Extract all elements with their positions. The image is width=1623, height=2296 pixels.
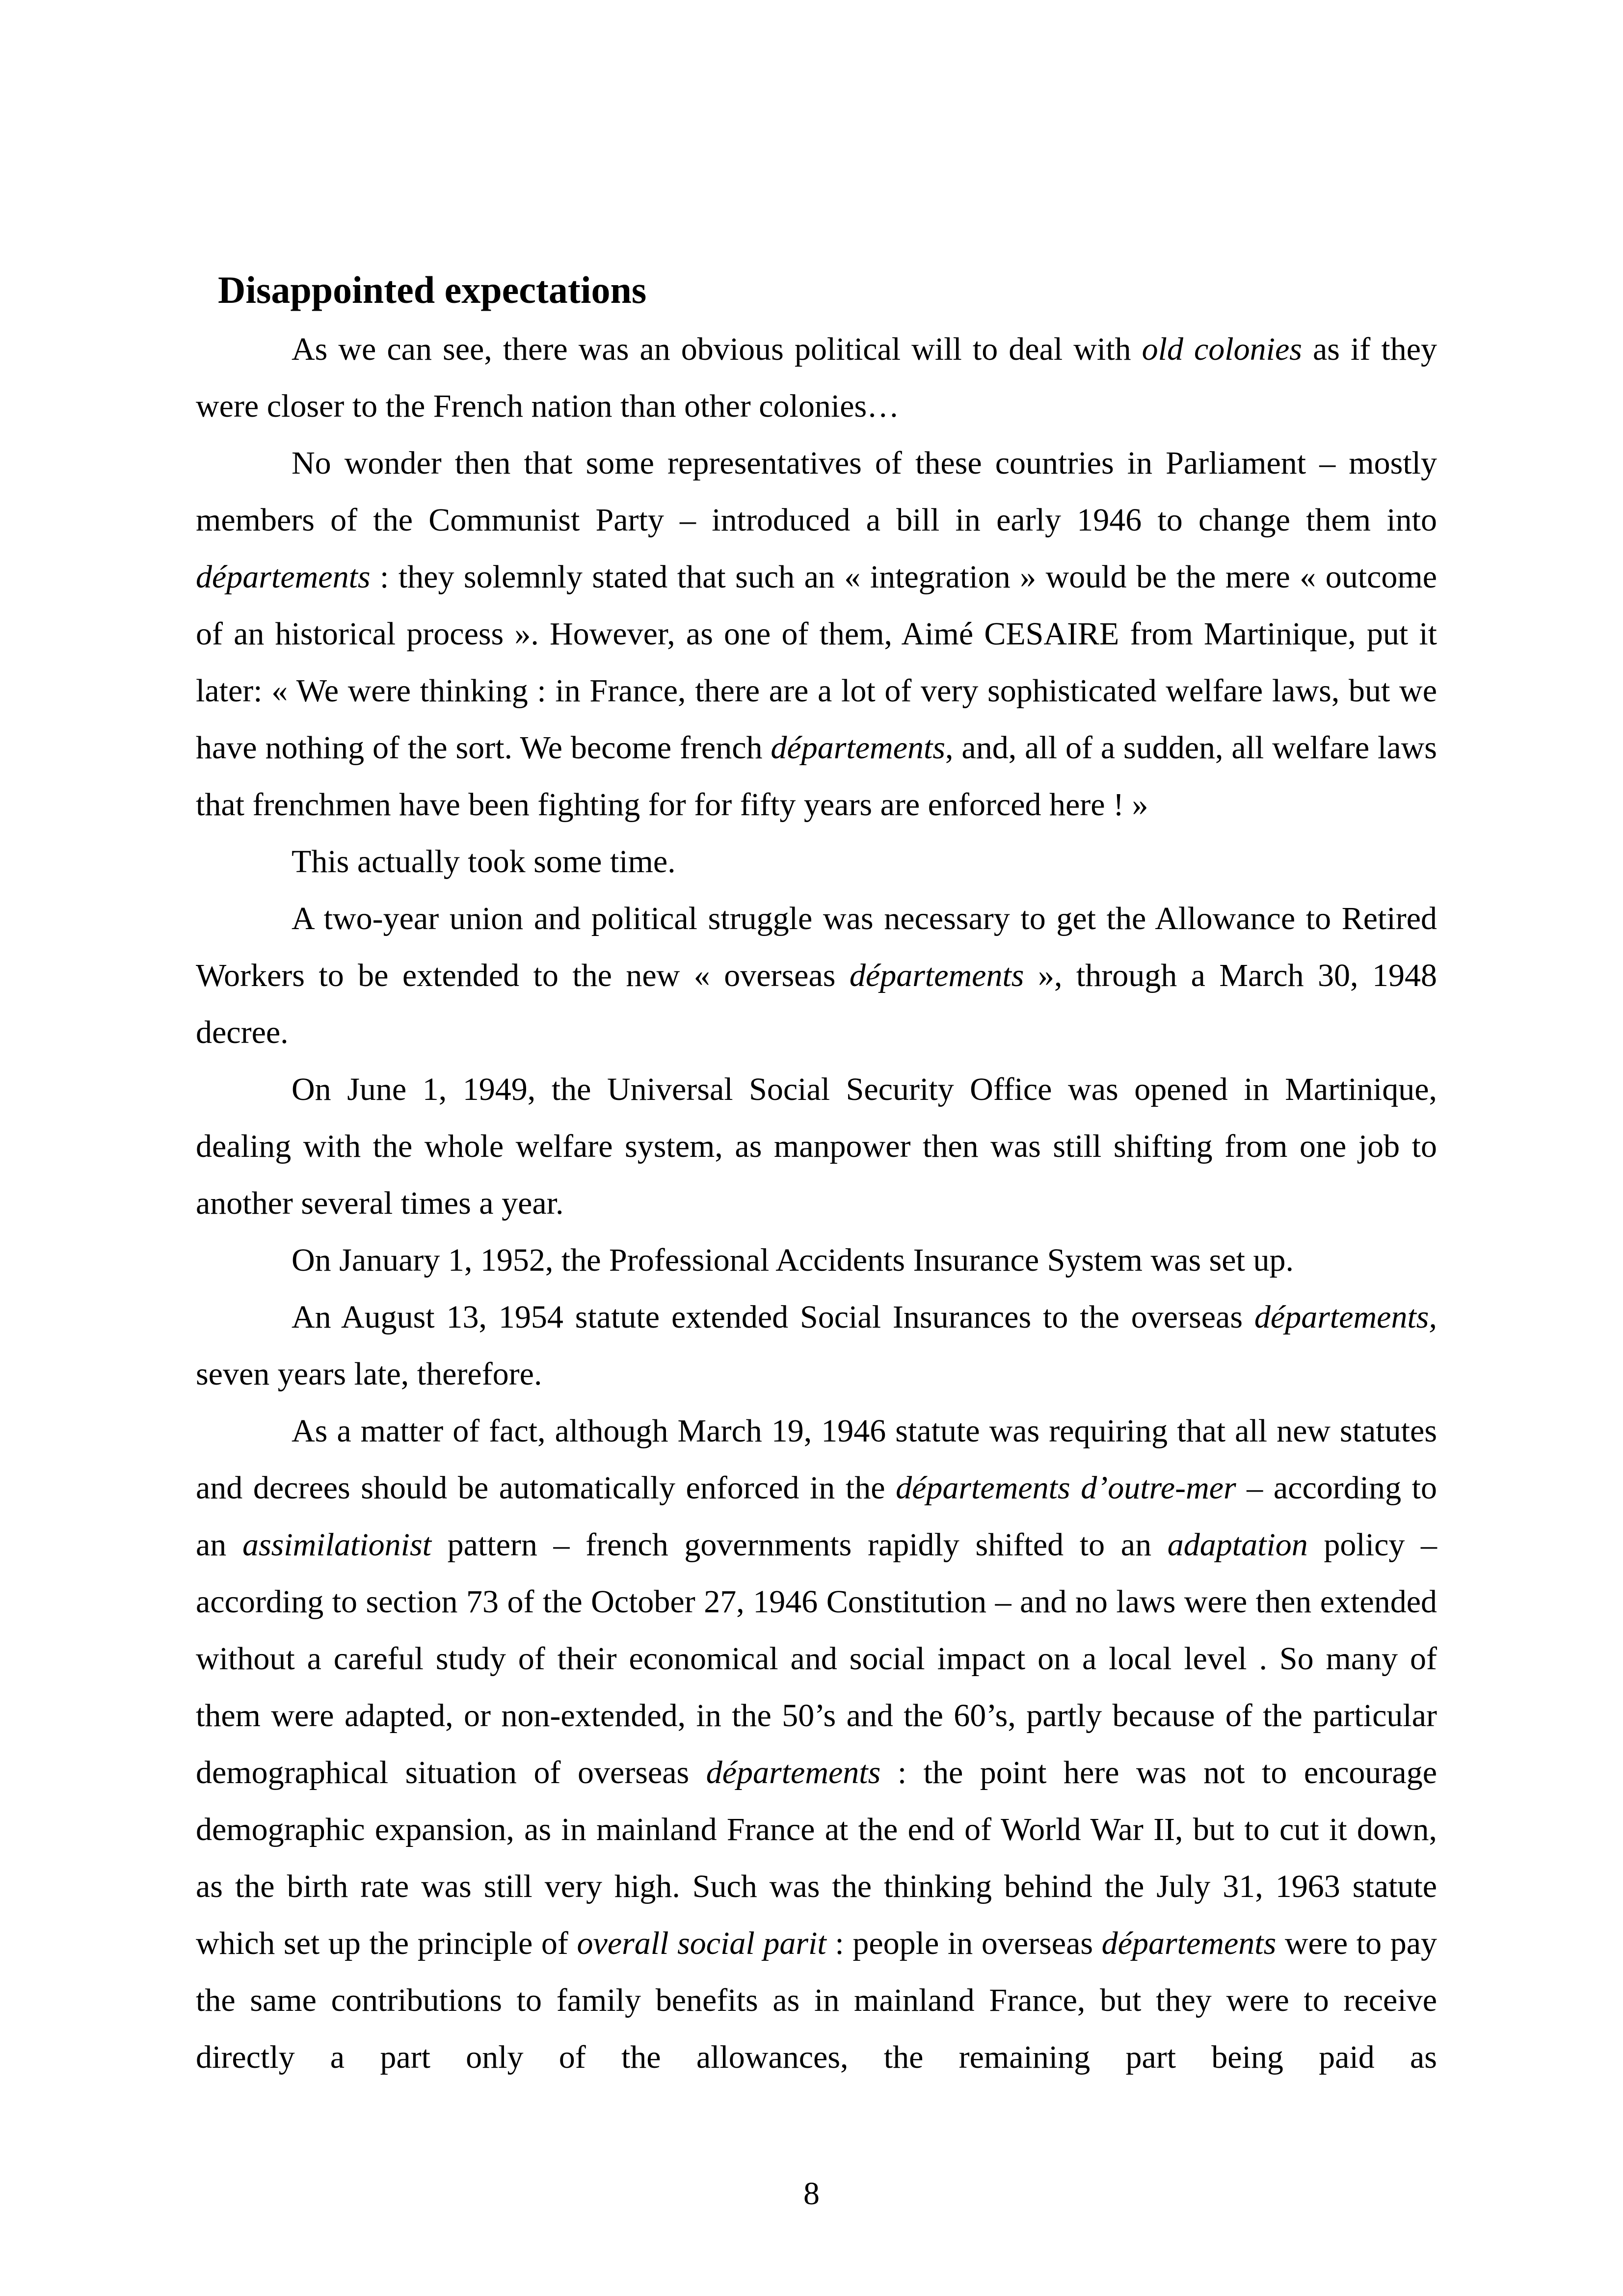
text-run: », through a March 30, 1948 decree. (196, 958, 1437, 1050)
italic-text: départements (771, 730, 946, 766)
paragraph (196, 1232, 1437, 1289)
text-run: policy – according to section 73 of the October 27, 1946 Constitution – and no laws were then extended without a careful study of their economical and social impact on a local level . So many of them were adapted, or non-extended, in the 50’s and the 60’s, partly because of the particular demographical situation of overseas (196, 1527, 1437, 1790)
italic-text: départements (196, 559, 371, 595)
text-run: , and, all of a sudden, all welfare laws that frenchmen have been fighting for for fifty years are enforced here ! » (196, 730, 1437, 823)
paragraph (196, 890, 1437, 1061)
text-run: No wonder then that some representatives of these countries in Parliament – mostly members of the Communist Party – introduced a bill in early 1946 to change them into (196, 445, 1437, 538)
text-run: : they solemnly stated that such an « integration » would be the mere « outcome of an historical process ». However, as one of them, Aimé CESAIRE from Martinique, put it later: « We were thinking : in France, there are a lot of very sophisticated welfare laws, but we have nothing of the sort. We become french (196, 559, 1437, 766)
paragraph (196, 1061, 1437, 1232)
text-run: pattern – french governments rapidly shifted to an (431, 1527, 1168, 1563)
text-run: : people in overseas (826, 1925, 1102, 1961)
paragraph (196, 1289, 1437, 1403)
text-run: On January 1, 1952, the Professional Accidents Insurance System was set up. (292, 1242, 1294, 1278)
section-heading: Disappointed expectations (218, 268, 647, 311)
text-run: This actually took some time. (292, 844, 676, 880)
italic-text: départements, (1254, 1299, 1437, 1335)
italic-text: overall social parit (577, 1925, 826, 1961)
paragraph (196, 833, 1437, 890)
text-run: An August 13, 1954 statute extended Social Insurances to the overseas (292, 1299, 1254, 1335)
text-run: – according to an (196, 1470, 1437, 1563)
italic-text: assimilationist (242, 1527, 432, 1563)
paragraph (196, 321, 1437, 435)
text-run: As we can see, there was an obvious political will to deal with (292, 331, 1142, 367)
italic-text: départements (706, 1755, 881, 1790)
body-text (196, 321, 1437, 2086)
text-run: : the point here was not to encourage demographic expansion, as in mainland France at the end of World War II, but to cut it down, as the birth rate was still very high. Such was the thinking behind the July 31, 1963 statute which set up the principle of (196, 1755, 1437, 1961)
text-run: seven years late, therefore. (196, 1356, 542, 1392)
italic-text: départements d’outre-mer (896, 1470, 1236, 1506)
paragraph (196, 1403, 1437, 2086)
page-number: 8 (803, 2176, 820, 2212)
italic-text: départements (1101, 1925, 1277, 1961)
text-run: A two-year union and political struggle was necessary to get the Allowance to Retired Workers to be extended to the new « overseas (196, 901, 1437, 993)
italic-text: old colonies (1142, 331, 1302, 367)
text-run: As a matter of fact, although March 19, 1946 statute was requiring that all new statutes and decrees should be automatically enforced in the (196, 1413, 1437, 1506)
italic-text: départements (849, 958, 1024, 993)
text-run: On June 1, 1949, the Universal Social Security Office was opened in Martinique, dealing with the whole welfare system, as manpower then was still shifting from one job to another several times a year. (196, 1071, 1437, 1221)
paragraph (196, 435, 1437, 833)
italic-text: adaptation (1167, 1527, 1308, 1563)
text-run: as if they were closer to the French nation than other colonies… (196, 331, 1437, 424)
text-run: were to pay the same contributions to family benefits as in mainland France, but they were to receive directly a part only of the allowances, the remaining part being paid as (196, 1925, 1437, 2075)
